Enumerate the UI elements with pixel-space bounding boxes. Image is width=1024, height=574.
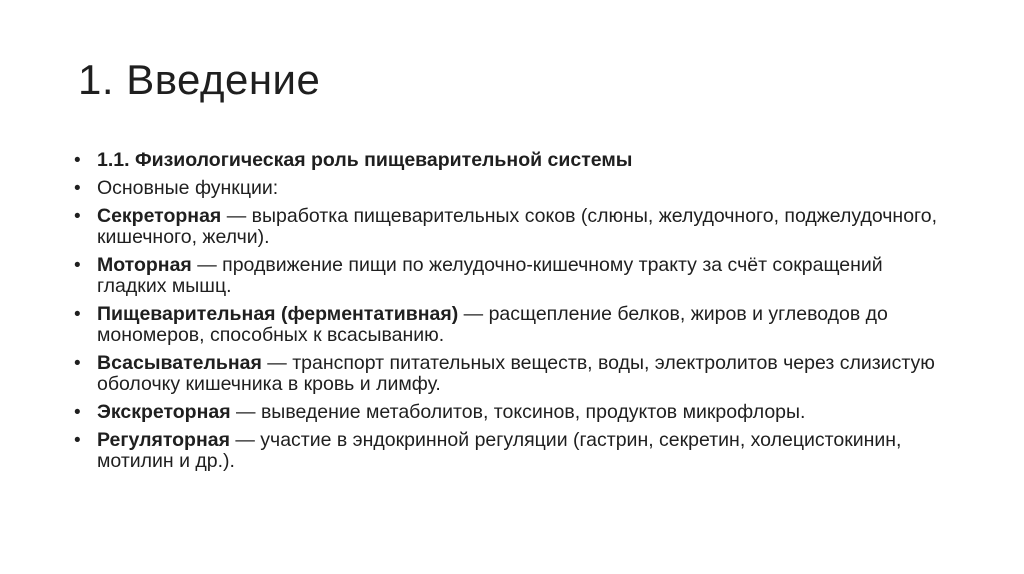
bullet-bold: Всасывательная — [97, 352, 262, 374]
bullet-bold: Моторная — [97, 254, 192, 276]
list-item — [74, 150, 954, 171]
bullet-dot-icon: • — [74, 304, 81, 325]
bullet-dot-icon: • — [74, 150, 81, 171]
bullet-text: — транспорт питательных веществ, воды, электролитов через слизистую оболочку кишечника в кровь и лимфу. — [97, 352, 935, 395]
bullet-text: Основные функции: — [97, 177, 279, 199]
bullet-dot-icon: • — [74, 430, 81, 451]
bullet-dot-icon: • — [74, 255, 81, 276]
list-item — [74, 402, 954, 423]
bullet-bold: Регуляторная — [97, 429, 230, 451]
bullet-dot-icon: • — [74, 353, 81, 374]
bullet-dot-icon: • — [74, 206, 81, 227]
bullet-bold: 1.1. Физиологическая роль пищеварительной системы — [97, 149, 633, 171]
bullet-text: — выработка пищеварительных соков (слюны, желудочного, поджелудочного, кишечного, желчи). — [97, 205, 937, 248]
list-item — [74, 178, 954, 199]
bullet-text: — расщепление белков, жиров и углеводов до мономеров, способных к всасыванию. — [97, 303, 888, 346]
bullet-dot-icon: • — [74, 402, 81, 423]
list-item — [74, 206, 954, 248]
bullet-list — [74, 150, 954, 479]
list-item — [74, 304, 954, 346]
slide-title: 1. Введение — [78, 56, 321, 103]
bullet-bold: Экскреторная — [97, 401, 231, 423]
bullet-text: — продвижение пищи по желудочно-кишечному тракту за счёт сокращений гладких мышц. — [97, 254, 883, 297]
list-item — [74, 430, 954, 472]
bullet-text: — участие в эндокринной регуляции (гастрин, секретин, холецистокинин, мотилин и др.). — [97, 429, 902, 472]
list-item — [74, 255, 954, 297]
bullet-bold: Секреторная — [97, 205, 222, 227]
bullet-text: — выведение метаболитов, токсинов, продуктов микрофлоры. — [230, 401, 806, 423]
bullet-dot-icon: • — [74, 178, 81, 199]
list-item — [74, 353, 954, 395]
bullet-bold: Пищеварительная (ферментативная) — [97, 303, 459, 325]
